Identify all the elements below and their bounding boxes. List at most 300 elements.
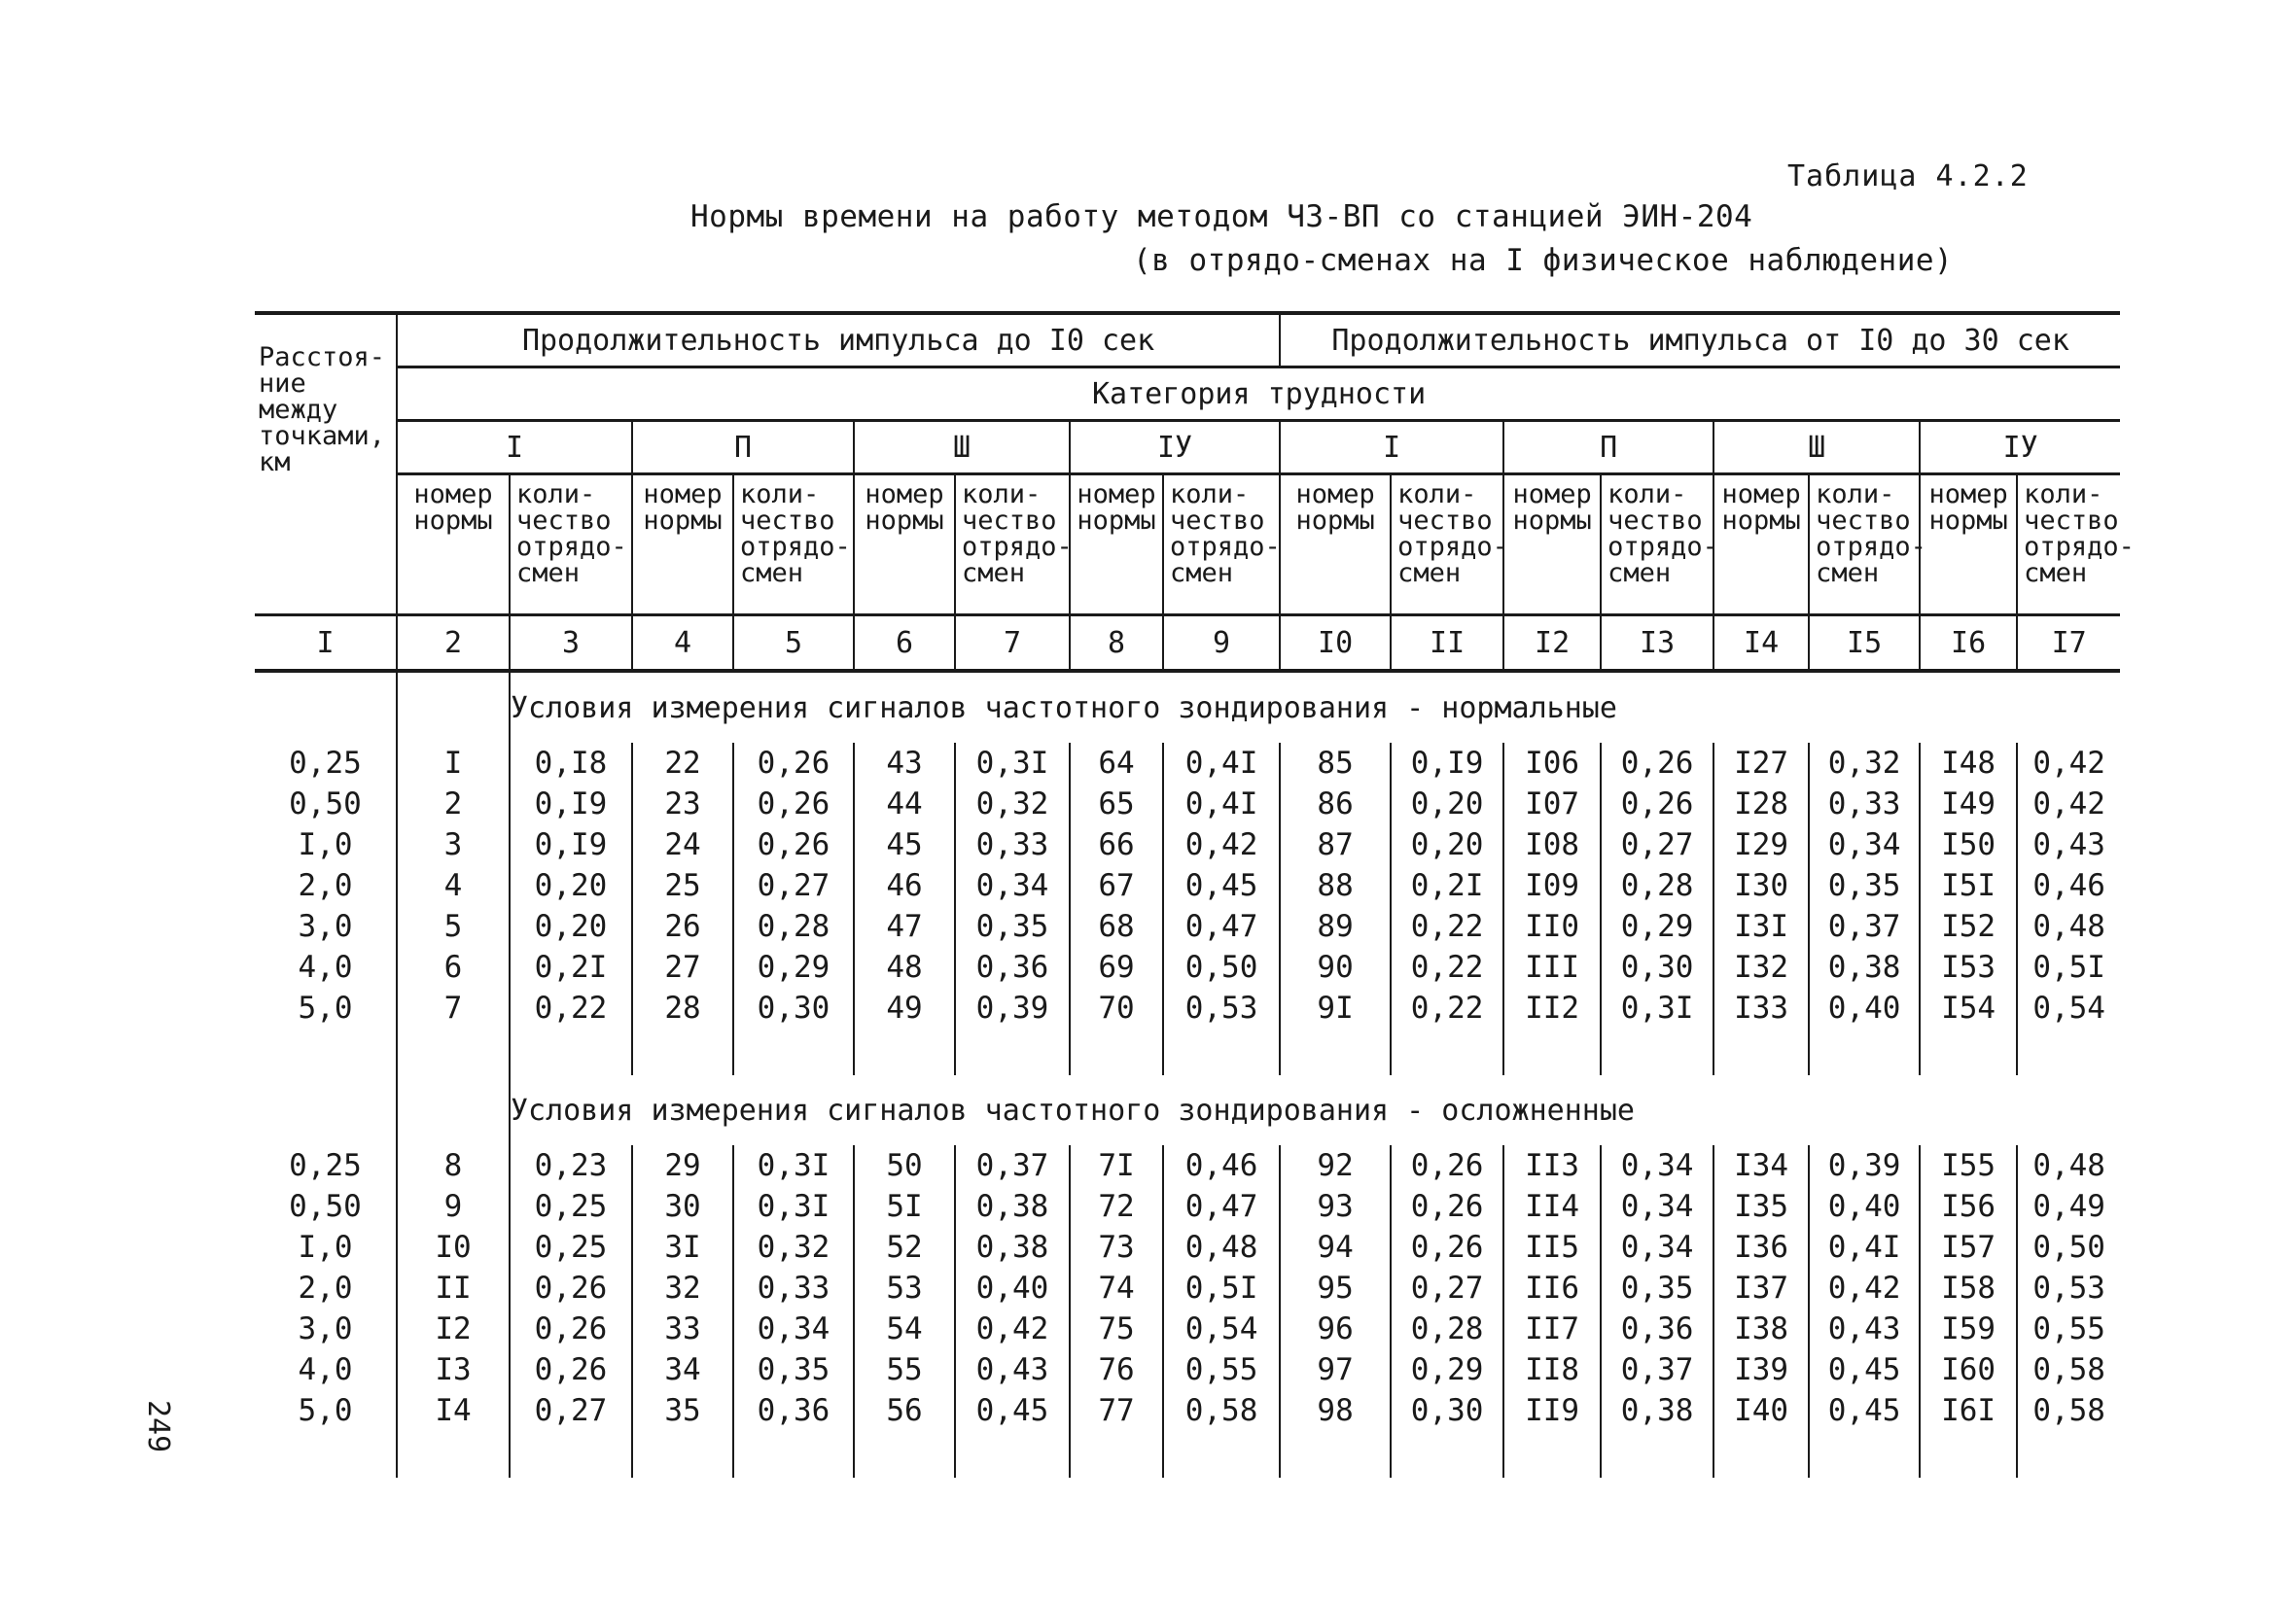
table-cell: I52 (1920, 906, 2017, 947)
table-cell: 0,26 (1391, 1186, 1503, 1227)
table-row (255, 1268, 2120, 1309)
gap-cell (1070, 1431, 1163, 1478)
header-category: I (1280, 421, 1503, 474)
gap-cell (1809, 1029, 1920, 1075)
gap-cell (854, 1431, 955, 1478)
table-cell: 0,26 (1391, 1227, 1503, 1268)
column-number: I (255, 615, 397, 672)
distance-cell: I,0 (298, 827, 353, 862)
table-cell: I5I (1920, 865, 2017, 906)
table-row (255, 1390, 2120, 1431)
table-cell: 0,3I (733, 1186, 854, 1227)
header-quantity: коли- чество отрядо- смен (1163, 474, 1280, 615)
table-cell: I40 (1713, 1390, 1809, 1431)
header-norm-number: номер нормы (1920, 474, 2017, 615)
gap-cell (2017, 1029, 2120, 1075)
table-cell: 2 (397, 784, 510, 824)
gap-cell (2017, 1431, 2120, 1478)
distance-cell: 2,0 (298, 868, 353, 903)
table-row (255, 865, 2120, 906)
column-number: 7 (955, 615, 1070, 672)
table-cell: 0,35 (1601, 1268, 1713, 1309)
table-cell: 0,34 (1601, 1145, 1713, 1186)
table-cell: 0,36 (733, 1390, 854, 1431)
column-number: I6 (1920, 615, 2017, 672)
distance-cell: 3,0 (298, 1311, 353, 1346)
table-cell: 0,39 (955, 988, 1070, 1029)
table-cell: I58 (1920, 1268, 2017, 1309)
table-cell: 0,I9 (510, 824, 632, 865)
table-cell: 0,3I (955, 743, 1070, 784)
table-cell: 0,26 (1391, 1145, 1503, 1186)
table-cell: I33 (1713, 988, 1809, 1029)
table-cell: 0,48 (2017, 1145, 2120, 1186)
table-cell: 48 (854, 947, 955, 988)
table-cell: 0,58 (2017, 1349, 2120, 1390)
table-cell: 88 (1280, 865, 1391, 906)
gap-cell (632, 1431, 733, 1478)
table-cell: I34 (1713, 1145, 1809, 1186)
distance-cell: 4,0 (298, 1352, 353, 1387)
table-cell: 0,20 (1391, 824, 1503, 865)
table-cell: 97 (1280, 1349, 1391, 1390)
table-cell: II5 (1503, 1227, 1601, 1268)
table-cell: 0,34 (1601, 1227, 1713, 1268)
header-category: П (632, 421, 854, 474)
table-cell: I55 (1920, 1145, 2017, 1186)
table-cell: III (1503, 947, 1601, 988)
table-cell: I27 (1713, 743, 1809, 784)
gap-cell (854, 1029, 955, 1075)
table-cell: 0,45 (1809, 1349, 1920, 1390)
distance-cell: 2,0 (298, 1271, 353, 1306)
table-cell: 54 (854, 1309, 955, 1349)
table-cell: 28 (632, 988, 733, 1029)
column-number: 6 (854, 615, 955, 672)
table-cell: I3I (1713, 906, 1809, 947)
table-cell: 72 (1070, 1186, 1163, 1227)
column-number: II (1391, 615, 1503, 672)
table-cell: 0,26 (1601, 784, 1713, 824)
column-number: 4 (632, 615, 733, 672)
distance-cell: 0,25 (289, 1148, 362, 1183)
table-cell: 85 (1280, 743, 1391, 784)
table-cell: 0,33 (733, 1268, 854, 1309)
table-cell: 0,40 (1809, 1186, 1920, 1227)
table-cell: 30 (632, 1186, 733, 1227)
table-cell: 94 (1280, 1227, 1391, 1268)
table-cell: 46 (854, 865, 955, 906)
table-row (255, 824, 2120, 865)
table-cell: I2 (397, 1309, 510, 1349)
table-cell: 29 (632, 1145, 733, 1186)
table-cell: 77 (1070, 1390, 1163, 1431)
table-cell: II8 (1503, 1349, 1601, 1390)
table-cell: 0,45 (955, 1390, 1070, 1431)
header-quantity: коли- чество отрядо- смен (955, 474, 1070, 615)
table-cell: 0,4I (1809, 1227, 1920, 1268)
table-cell: 0,43 (955, 1349, 1070, 1390)
table-cell: 0,25 (510, 1227, 632, 1268)
table-cell: 0,26 (733, 784, 854, 824)
distance-cell: 0,25 (289, 746, 362, 781)
table-title: Нормы времени на работу методом ЧЗ-ВП со станцией ЭИН-204 (690, 199, 1753, 234)
table-cell: I (397, 743, 510, 784)
table-cell: 0,47 (1163, 1186, 1280, 1227)
table-cell: 0,43 (2017, 824, 2120, 865)
table-cell: II (397, 1268, 510, 1309)
column-number: 5 (733, 615, 854, 672)
gap-cell (255, 1029, 397, 1075)
table-cell: I54 (1920, 988, 2017, 1029)
table-cell: 0,37 (955, 1145, 1070, 1186)
header-norm-number: номер нормы (854, 474, 955, 615)
table-cell: 0,54 (2017, 988, 2120, 1029)
table-cell: 65 (1070, 784, 1163, 824)
table-cell: 0,4I (1163, 784, 1280, 824)
table-cell: 0,22 (510, 988, 632, 1029)
table-cell: 0,22 (1391, 906, 1503, 947)
table-cell: 47 (854, 906, 955, 947)
table-cell: 0,I8 (510, 743, 632, 784)
table-cell: I28 (1713, 784, 1809, 824)
table-cell: 34 (632, 1349, 733, 1390)
table-cell: 0,2I (1391, 865, 1503, 906)
table-cell: 0,38 (955, 1186, 1070, 1227)
table-cell: 0,I9 (510, 784, 632, 824)
table-cell: 5 (397, 906, 510, 947)
table-cell: 0,35 (955, 906, 1070, 947)
table-cell: II2 (1503, 988, 1601, 1029)
norms-table (255, 311, 2135, 1478)
table-cell: 0,20 (510, 865, 632, 906)
table-cell: 0,34 (1601, 1186, 1713, 1227)
table-row (255, 1186, 2120, 1227)
header-distance: Расстоя- ние между точками, км (259, 342, 386, 477)
table-cell: 0,32 (955, 784, 1070, 824)
column-number: I2 (1503, 615, 1601, 672)
table-header (255, 313, 2135, 671)
table-cell: 0,30 (1391, 1390, 1503, 1431)
table-cell: 75 (1070, 1309, 1163, 1349)
table-cell: 7 (397, 988, 510, 1029)
table-cell: I56 (1920, 1186, 2017, 1227)
table-cell: 93 (1280, 1186, 1391, 1227)
gap-cell (1070, 1029, 1163, 1075)
table-cell: 0,54 (1163, 1309, 1280, 1349)
table-cell: I37 (1713, 1268, 1809, 1309)
table-cell: 0,35 (733, 1349, 854, 1390)
header-category: П (1503, 421, 1713, 474)
gap-cell (1920, 1431, 2017, 1478)
header-category: Ш (854, 421, 1070, 474)
table-cell: 0,38 (1809, 947, 1920, 988)
header-quantity: коли- чество отрядо- смен (1809, 474, 1920, 615)
table-cell: I48 (1920, 743, 2017, 784)
gap-cell (1601, 1431, 1713, 1478)
table-cell: 0,33 (1809, 784, 1920, 824)
table-row (255, 1309, 2120, 1349)
table-row (255, 906, 2120, 947)
table-cell: 68 (1070, 906, 1163, 947)
table-cell: 0,5I (1163, 1268, 1280, 1309)
table-cell: 0,27 (510, 1390, 632, 1431)
table-cell: 53 (854, 1268, 955, 1309)
table-cell: I38 (1713, 1309, 1809, 1349)
table-cell: 98 (1280, 1390, 1391, 1431)
table-cell: 0,37 (1601, 1349, 1713, 1390)
table-cell: 0,29 (1601, 906, 1713, 947)
gap-cell (955, 1431, 1070, 1478)
table-cell: I59 (1920, 1309, 2017, 1349)
table-body (255, 671, 2120, 1478)
table-cell: 5I (854, 1186, 955, 1227)
table-cell: 25 (632, 865, 733, 906)
table-cell: 87 (1280, 824, 1391, 865)
table-cell: 0,48 (2017, 906, 2120, 947)
table-cell: 0,38 (955, 1227, 1070, 1268)
table-cell: 0,26 (733, 824, 854, 865)
table-cell: 3 (397, 824, 510, 865)
table-cell: I08 (1503, 824, 1601, 865)
gap-cell (1163, 1029, 1280, 1075)
section-gap (255, 1431, 2120, 1478)
table-cell: I30 (1713, 865, 1809, 906)
table-cell: I0 (397, 1227, 510, 1268)
table-cell: 3I (632, 1227, 733, 1268)
gap-cell (955, 1029, 1070, 1075)
column-number: I5 (1809, 615, 1920, 672)
header-quantity: коли- чество отрядо- смен (1601, 474, 1713, 615)
table-cell: 92 (1280, 1145, 1391, 1186)
table-cell: 0,28 (1391, 1309, 1503, 1349)
gap-cell (1713, 1029, 1809, 1075)
table-cell: 0,58 (1163, 1390, 1280, 1431)
table-cell: 0,32 (733, 1227, 854, 1268)
table-cell: I35 (1713, 1186, 1809, 1227)
section-spacer (255, 671, 397, 743)
table-cell: 0,46 (1163, 1145, 1280, 1186)
table-cell: 9I (1280, 988, 1391, 1029)
table-row (255, 947, 2120, 988)
table-cell: 0,28 (733, 906, 854, 947)
table-cell: 0,42 (1809, 1268, 1920, 1309)
table-row (255, 1227, 2120, 1268)
gap-cell (1920, 1029, 2017, 1075)
table-cell: 33 (632, 1309, 733, 1349)
column-number: 2 (397, 615, 510, 672)
table-cell: 95 (1280, 1268, 1391, 1309)
table-row (255, 1145, 2120, 1186)
table-cell: I32 (1713, 947, 1809, 988)
column-number: I4 (1713, 615, 1809, 672)
table-cell: I39 (1713, 1349, 1809, 1390)
gap-cell (397, 1431, 510, 1478)
table-cell: 0,29 (1391, 1349, 1503, 1390)
table-cell: II7 (1503, 1309, 1601, 1349)
column-number: I3 (1601, 615, 1713, 672)
section-title-row (255, 1075, 2120, 1145)
column-number: 8 (1070, 615, 1163, 672)
table-cell: 4 (397, 865, 510, 906)
table-cell: 0,22 (1391, 947, 1503, 988)
gap-cell (1280, 1029, 1391, 1075)
gap-cell (1503, 1431, 1601, 1478)
header-norm-number: номер нормы (632, 474, 733, 615)
table-cell: 49 (854, 988, 955, 1029)
table-cell: 69 (1070, 947, 1163, 988)
table-cell: 6 (397, 947, 510, 988)
page-number: 249 (141, 1400, 175, 1453)
table-cell: II9 (1503, 1390, 1601, 1431)
table-cell: I4 (397, 1390, 510, 1431)
table-cell: 0,40 (1809, 988, 1920, 1029)
table-cell: 0,33 (955, 824, 1070, 865)
section-spacer (397, 1075, 510, 1145)
table-cell: 0,47 (1163, 906, 1280, 947)
column-number: 3 (510, 615, 632, 672)
table-cell: 50 (854, 1145, 955, 1186)
table-cell: 8 (397, 1145, 510, 1186)
table-cell: 0,26 (510, 1309, 632, 1349)
gap-cell (510, 1029, 632, 1075)
table-cell: 0,53 (1163, 988, 1280, 1029)
table-cell: 9 (397, 1186, 510, 1227)
table-cell: 26 (632, 906, 733, 947)
table-cell: 0,55 (1163, 1349, 1280, 1390)
header-pulse-short: Продолжительность импульса до I0 сек (397, 313, 1280, 367)
header-category: Ш (1713, 421, 1920, 474)
table-cell: 0,27 (1601, 824, 1713, 865)
table-cell: 96 (1280, 1309, 1391, 1349)
table-cell: 0,38 (1601, 1390, 1713, 1431)
table-cell: 0,20 (1391, 784, 1503, 824)
table-cell: I49 (1920, 784, 2017, 824)
table-cell: 0,53 (2017, 1268, 2120, 1309)
column-number: 9 (1163, 615, 1280, 672)
gap-cell (510, 1431, 632, 1478)
table-cell: 0,4I (1163, 743, 1280, 784)
table-cell: 0,42 (955, 1309, 1070, 1349)
header-category: IУ (1920, 421, 2120, 474)
column-number: I7 (2017, 615, 2120, 672)
distance-cell: 4,0 (298, 950, 353, 985)
header-quantity: коли- чество отрядо- смен (2017, 474, 2120, 615)
header-norm-number: номер нормы (1503, 474, 1601, 615)
gap-cell (733, 1029, 854, 1075)
table-cell: 27 (632, 947, 733, 988)
table-cell: 22 (632, 743, 733, 784)
table-row (255, 784, 2120, 824)
table-cell: 0,29 (733, 947, 854, 988)
table-cell: I07 (1503, 784, 1601, 824)
table-cell: 0,46 (2017, 865, 2120, 906)
gap-cell (1601, 1029, 1713, 1075)
table-cell: 67 (1070, 865, 1163, 906)
table-cell: 0,35 (1809, 865, 1920, 906)
table-cell: I6I (1920, 1390, 2017, 1431)
table-cell: I53 (1920, 947, 2017, 988)
header-category: IУ (1070, 421, 1280, 474)
table-cell: 0,40 (955, 1268, 1070, 1309)
gap-cell (397, 1029, 510, 1075)
gap-cell (255, 1431, 397, 1478)
table-cell: 0,26 (733, 743, 854, 784)
table-cell: I57 (1920, 1227, 2017, 1268)
table-label: Таблица 4.2.2 (1787, 159, 2029, 193)
table-cell: 43 (854, 743, 955, 784)
section-title-row (255, 671, 2120, 743)
table-cell: 73 (1070, 1227, 1163, 1268)
header-category: I (397, 421, 632, 474)
table-cell: 0,26 (510, 1268, 632, 1309)
table-cell: 0,45 (1163, 865, 1280, 906)
gap-cell (1713, 1431, 1809, 1478)
section-spacer (255, 1075, 397, 1145)
table-cell: 0,50 (2017, 1227, 2120, 1268)
table-cell: 0,42 (2017, 743, 2120, 784)
table-cell: 0,36 (955, 947, 1070, 988)
header-norm-number: номер нормы (397, 474, 510, 615)
section-title: Условия измерения сигналов частотного зондирования - нормальные (510, 671, 2120, 743)
table-subtitle: (в отрядо-сменах на I физическое наблюдение) (1133, 243, 1954, 278)
table-cell: 0,2I (510, 947, 632, 988)
section-gap (255, 1029, 2120, 1075)
table-cell: 0,23 (510, 1145, 632, 1186)
table-cell: 0,34 (733, 1309, 854, 1349)
table-cell: 70 (1070, 988, 1163, 1029)
table-cell: I50 (1920, 824, 2017, 865)
table-cell: 0,39 (1809, 1145, 1920, 1186)
table-row (255, 743, 2120, 784)
table-cell: 0,5I (2017, 947, 2120, 988)
table-cell: I60 (1920, 1349, 2017, 1390)
header-norm-number: номер нормы (1280, 474, 1391, 615)
table-cell: 0,3I (1601, 988, 1713, 1029)
table-cell: 45 (854, 824, 955, 865)
table-cell: 66 (1070, 824, 1163, 865)
table-cell: 0,26 (1601, 743, 1713, 784)
table-cell: II3 (1503, 1145, 1601, 1186)
table-cell: 55 (854, 1349, 955, 1390)
table-cell: 0,45 (1809, 1390, 1920, 1431)
table-cell: 32 (632, 1268, 733, 1309)
table-cell: 0,I9 (1391, 743, 1503, 784)
table-cell: 0,32 (1809, 743, 1920, 784)
table-cell: 0,34 (955, 865, 1070, 906)
table-cell: 0,26 (510, 1349, 632, 1390)
table-cell: I06 (1503, 743, 1601, 784)
table-cell: 0,27 (733, 865, 854, 906)
table-cell: 0,22 (1391, 988, 1503, 1029)
table-cell: 64 (1070, 743, 1163, 784)
table-cell: 0,55 (2017, 1309, 2120, 1349)
header-pulse-long: Продолжительность импульса от I0 до 30 сек (1280, 313, 2120, 367)
table-cell: 0,42 (2017, 784, 2120, 824)
gap-cell (1391, 1029, 1503, 1075)
table-cell: II6 (1503, 1268, 1601, 1309)
table-cell: 35 (632, 1390, 733, 1431)
table-cell: 0,34 (1809, 824, 1920, 865)
table-cell: 7I (1070, 1145, 1163, 1186)
table-cell: 56 (854, 1390, 955, 1431)
column-number: I0 (1280, 615, 1391, 672)
table-cell: 89 (1280, 906, 1391, 947)
table-row (255, 988, 2120, 1029)
table-cell: 0,50 (1163, 947, 1280, 988)
header-quantity: коли- чество отрядо- смен (510, 474, 632, 615)
table-cell: 74 (1070, 1268, 1163, 1309)
